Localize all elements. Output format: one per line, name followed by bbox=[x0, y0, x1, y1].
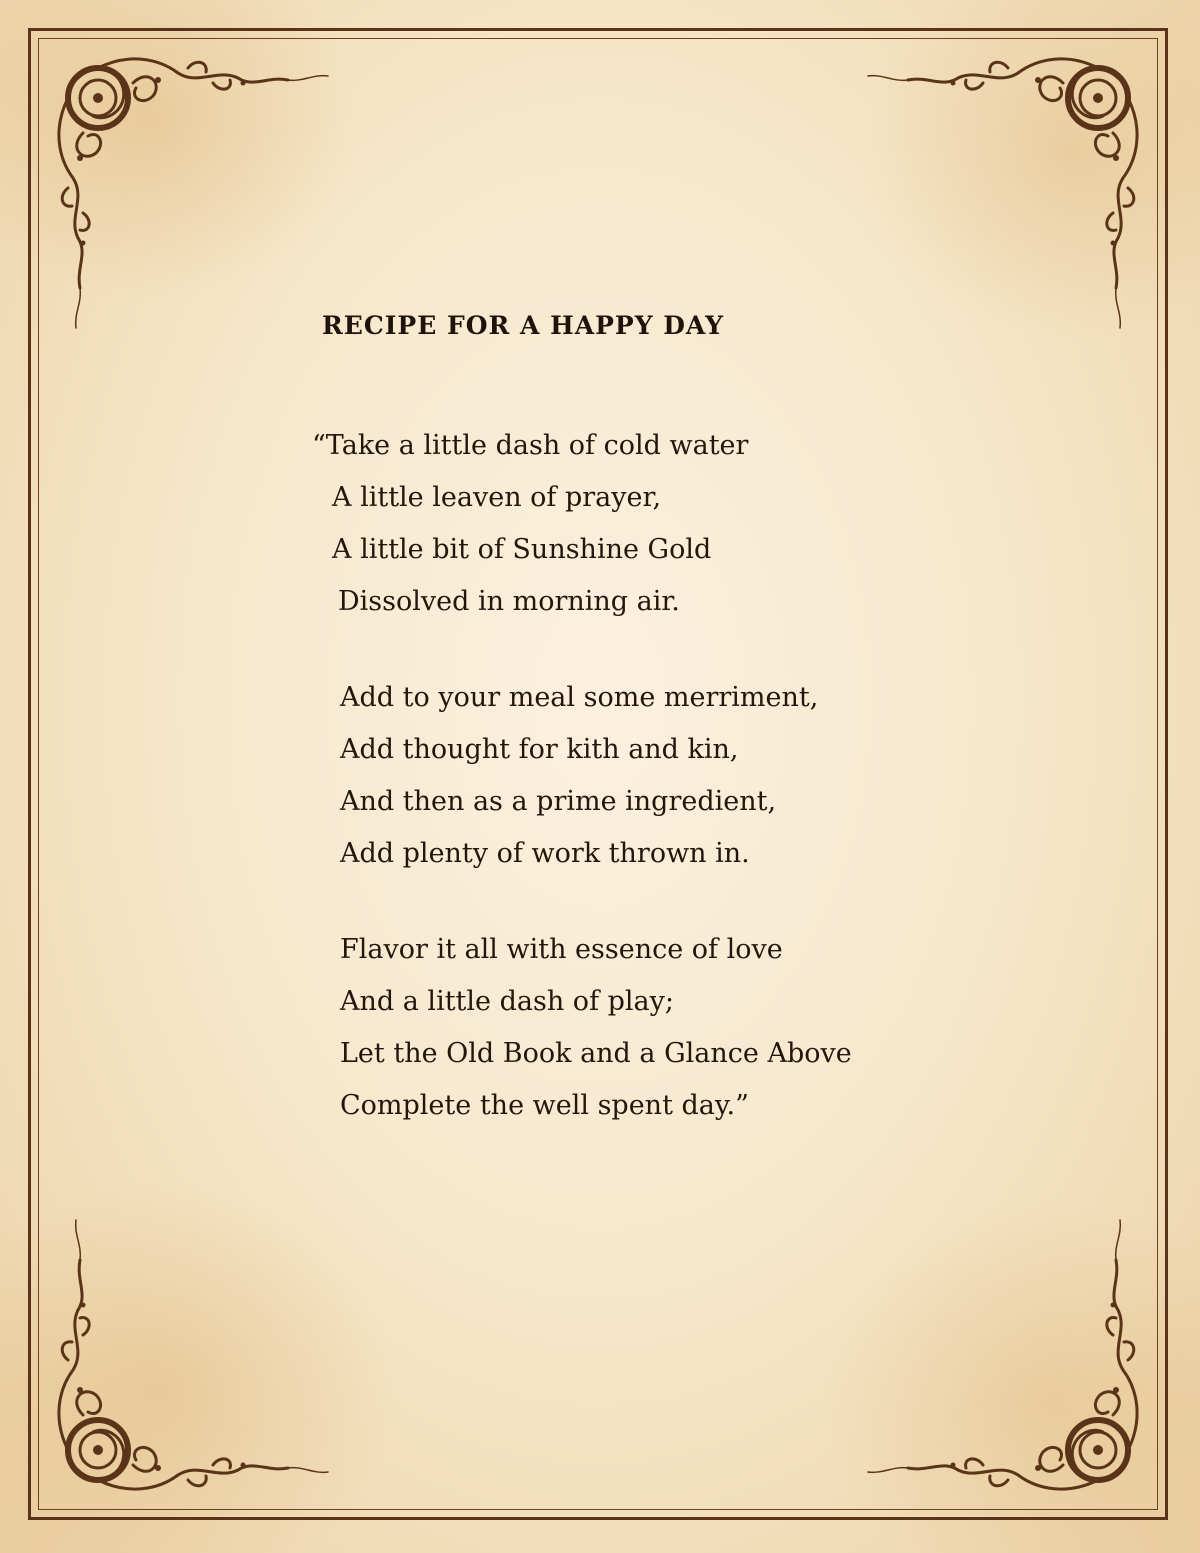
poem-line: Add to your meal some merriment, bbox=[340, 682, 819, 713]
scroll-flourish-icon bbox=[858, 1210, 1158, 1510]
poem-stanza bbox=[312, 924, 852, 1132]
scroll-flourish-icon bbox=[38, 38, 338, 338]
scroll-flourish-icon bbox=[38, 1210, 338, 1510]
poem-line: Let the Old Book and a Glance Above bbox=[340, 1038, 852, 1069]
poem-stanza bbox=[312, 672, 852, 880]
corner-ornament-top-right bbox=[858, 38, 1158, 338]
corner-ornament-bottom-left bbox=[38, 1210, 338, 1510]
poem-line: Add plenty of work thrown in. bbox=[340, 838, 750, 869]
corner-ornament-bottom-right bbox=[858, 1210, 1158, 1510]
poem-line: Complete the well spent day.” bbox=[340, 1090, 749, 1121]
poem-line: A little leaven of prayer, bbox=[332, 482, 662, 513]
poem-line: And a little dash of play; bbox=[340, 986, 675, 1017]
poem-line: “Take a little dash of cold water bbox=[312, 430, 749, 461]
poem-line: And then as a prime ingredient, bbox=[340, 786, 777, 817]
poem-line: Add thought for kith and kin, bbox=[340, 734, 739, 765]
poem-line: Dissolved in morning air. bbox=[338, 586, 680, 617]
corner-ornament-top-left bbox=[38, 38, 338, 338]
poem-line: Flavor it all with essence of love bbox=[340, 934, 783, 965]
poem-stanza bbox=[312, 420, 852, 628]
scroll-flourish-icon bbox=[858, 38, 1158, 338]
poem-line: A little bit of Sunshine Gold bbox=[332, 534, 712, 565]
poem-title: RECIPE FOR A HAPPY DAY bbox=[322, 311, 724, 340]
poem-body bbox=[312, 420, 852, 1176]
